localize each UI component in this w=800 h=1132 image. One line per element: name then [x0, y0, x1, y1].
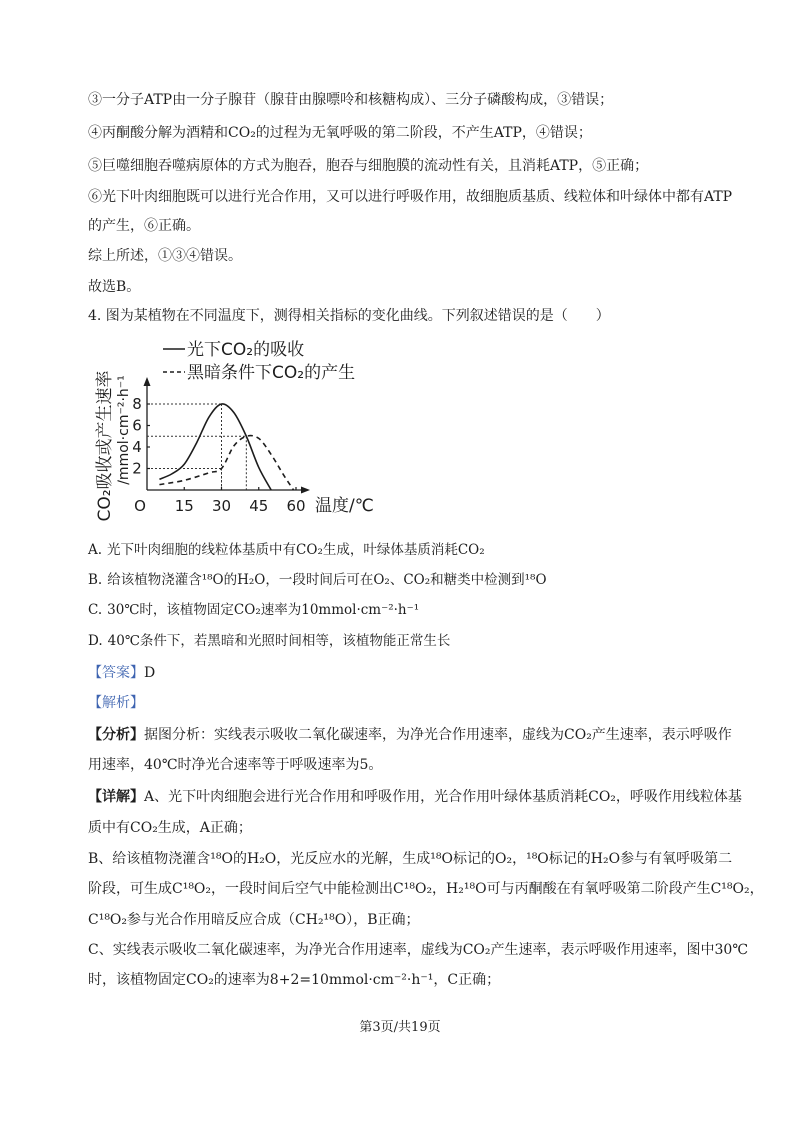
analysis-subtag: 【详解】: [88, 789, 144, 805]
legend-label-dark-production: 黑暗条件下CO₂的产生: [187, 363, 356, 383]
analysis-line: B、给该植物浇灌含¹⁸O的H₂O，光反应水的光解，生成¹⁸O标记的O₂，¹⁸O标记的H₂O参与有氧呼吸第二: [88, 851, 733, 867]
chart-legend: [163, 340, 355, 383]
y-tick-label: 4: [132, 438, 142, 456]
analysis-line: [88, 787, 742, 807]
x-tick-label: 30: [211, 497, 232, 515]
origin-label: O: [134, 497, 146, 515]
option-text: 30℃时，该植物固定CO₂速率为10mmol·cm⁻²·h⁻¹: [107, 602, 420, 618]
analysis-line: 用速率，40℃时净光合速率等于呼吸速率为5。: [88, 757, 383, 773]
option-text: 给该植物浇灌含¹⁸O的H₂O，一段时间后可在O₂、CO₂和糖类中检测到¹⁸O: [107, 572, 547, 588]
explanation-summary: 综上所述，①③④错误。: [88, 248, 242, 264]
analysis-heading: 【解析】: [88, 695, 144, 711]
analysis-line: 时，该植物固定CO₂的速率为8+2=10mmol·cm⁻²·h⁻¹，C正确；: [88, 972, 501, 988]
dark-co2-production-curve: [159, 436, 293, 490]
option-b: [88, 570, 547, 590]
explanation-line: ③一分子ATP由一分子腺苷（腺苷由腺嘌呤和核糖构成）、三分子磷酸构成，③错误；: [88, 92, 614, 108]
option-label: B.: [88, 572, 103, 588]
explanation-line: ⑥光下叶肉细胞既可以进行光合作用，又可以进行呼吸作用，故细胞质基质、线粒体和叶绿体中都有ATP: [88, 189, 733, 205]
chart-marks: [132, 395, 305, 515]
question-stem: 4. 图为某植物在不同温度下，测得相关指标的变化曲线。下列叙述错误的是（ ）: [88, 308, 610, 324]
page-number: 第3页/共19页: [359, 1020, 441, 1035]
x-axis-arrow: [301, 487, 310, 494]
light-co2-absorption-curve: [159, 404, 271, 490]
y-axis-unit: /mmol·cm⁻²·h⁻¹: [116, 375, 132, 485]
x-tick-label: 60: [286, 497, 306, 515]
analysis-line: 阶段，可生成C¹⁸O₂，一段时间后空气中能检测出C¹⁸O₂，H₂¹⁸O可与丙酮酸在有氧呼吸第二阶段产生C¹⁸O₂，: [88, 881, 764, 897]
option-label: D.: [88, 633, 103, 649]
x-tick-label: 45: [249, 497, 269, 515]
y-tick-label: 8: [132, 395, 142, 413]
temperature-co2-chart: [88, 330, 388, 530]
analysis-text: A、光下叶肉细胞会进行光合作用和呼吸作用，光合作用叶绿体基质消耗CO₂，呼吸作用线粒体基: [144, 789, 742, 805]
explanation-line: ④丙酮酸分解为酒精和CO₂的过程为无氧呼吸的第二阶段，不产生ATP，④错误；: [88, 125, 592, 141]
option-label: C.: [88, 602, 103, 618]
explanation-line: 的产生，⑥正确。: [88, 218, 200, 234]
x-axis-label: 温度/℃: [315, 496, 374, 516]
explanation-choice: 故选B。: [88, 279, 141, 295]
x-tick-label: 15: [174, 497, 194, 515]
option-text: 光下叶肉细胞的线粒体基质中有CO₂生成，叶绿体基质消耗CO₂: [107, 542, 485, 558]
option-a: [88, 540, 485, 560]
option-d: [88, 631, 450, 651]
analysis-line: C、实线表示吸收二氧化碳速率，为净光合作用速率，虚线为CO₂产生速率，表示呼吸作用速率，图中30℃: [88, 942, 748, 958]
y-axis-arrow: [144, 377, 151, 386]
y-axis-label: CO₂吸收或产生速率: [95, 370, 115, 522]
analysis-subtag: 【分析】: [88, 727, 144, 743]
answer-line: [88, 663, 155, 683]
option-label: A.: [88, 542, 103, 558]
option-text: 40℃条件下，若黑暗和光照时间相等，该植物能正常生长: [107, 633, 451, 649]
answer-value: D: [144, 665, 156, 681]
option-c: [88, 600, 419, 620]
y-tick-label: 6: [132, 416, 142, 435]
legend-label-light-absorption: 光下CO₂的吸收: [187, 340, 305, 360]
explanation-line: ⑤巨噬细胞吞噬病原体的方式为胞吞，胞吞与细胞膜的流动性有关，且消耗ATP，⑤正确；: [88, 158, 649, 174]
analysis-text: 据图分析：实线表示吸收二氧化碳速率，为净光合作用速率，虚线为CO₂产生速率，表示呼吸作: [144, 727, 732, 743]
analysis-line: [88, 725, 732, 745]
analysis-line: 质中有CO₂生成，A正确；: [88, 820, 252, 836]
y-tick-label: 2: [132, 459, 142, 478]
analysis-line: C¹⁸O₂参与光合作用暗反应合成（CH₂¹⁸O），B正确；: [88, 912, 420, 928]
answer-tag: 【答案】: [88, 665, 144, 681]
